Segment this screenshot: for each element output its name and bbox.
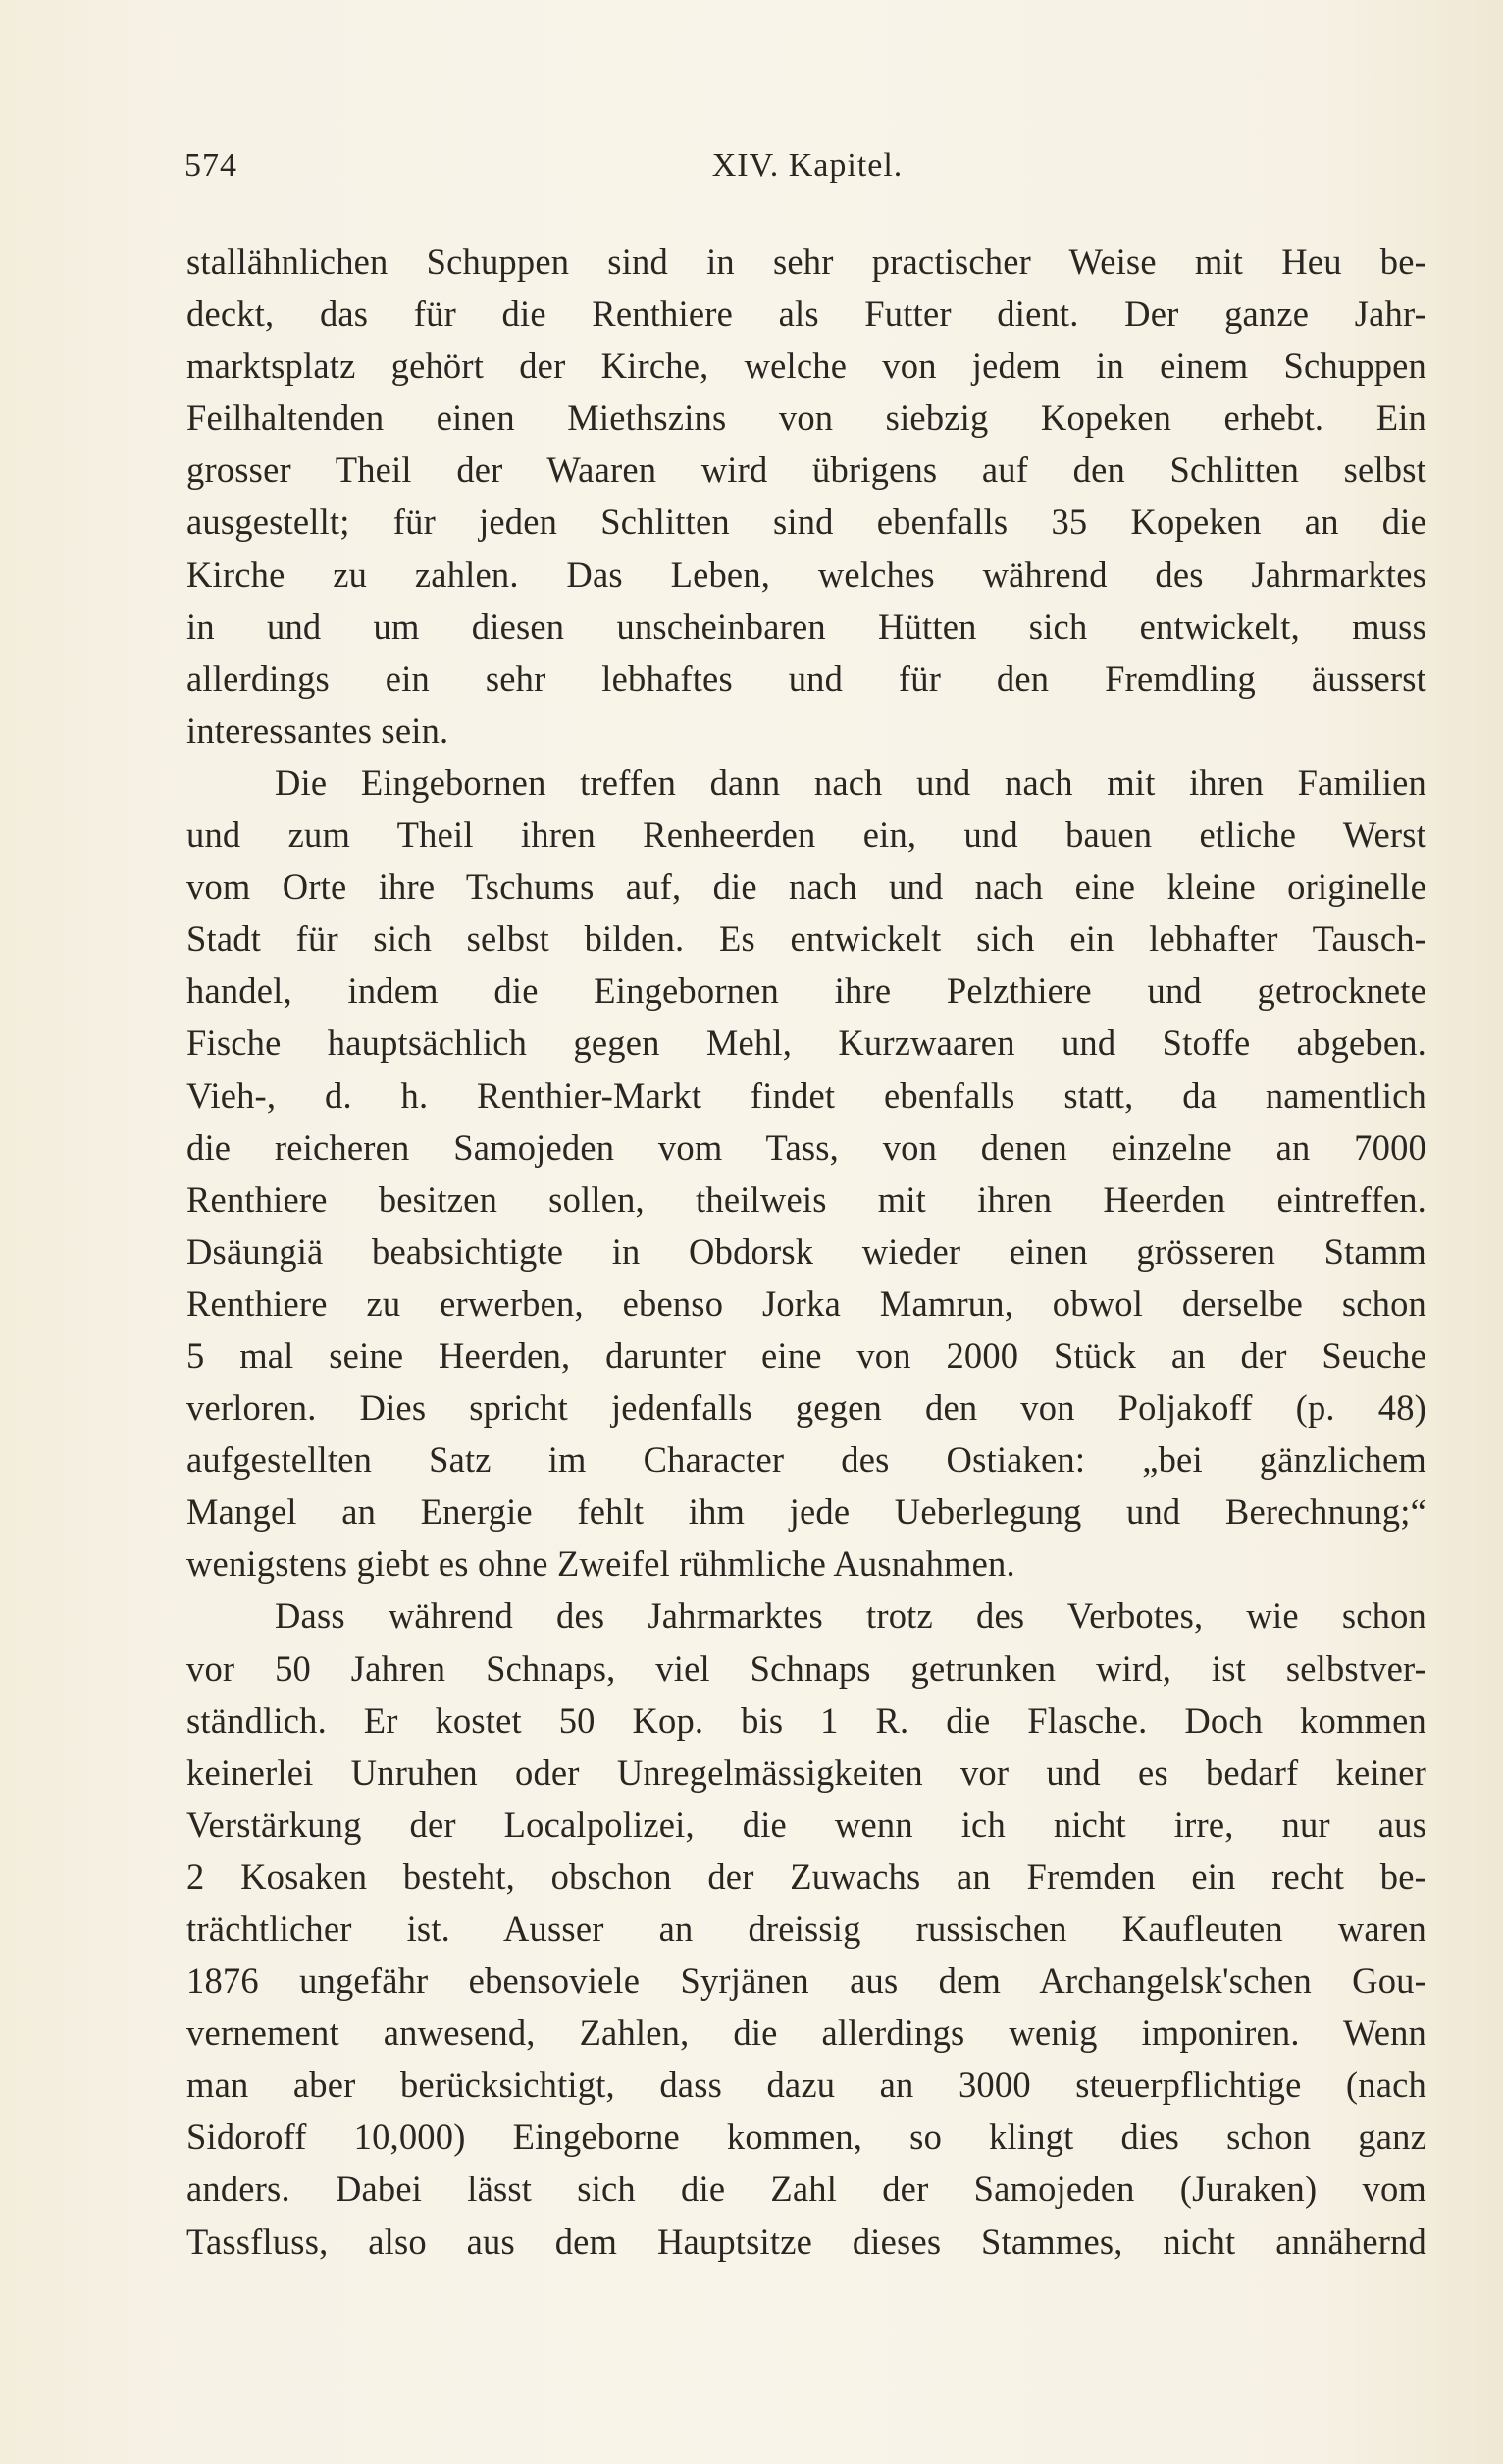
- text-line: Kirche zu zahlen. Das Leben, welches während des Jahrmarktes: [186, 553, 1426, 595]
- text-line: deckt, das für die Renthiere als Futter dient. Der ganze Jahr-: [186, 293, 1426, 335]
- text-line: keinerlei Unruhen oder Unregelmässigkeiten vor und es bedarf keiner: [186, 1752, 1426, 1793]
- text-line: Stadt für sich selbst bilden. Es entwickelt sich ein lebhafter Tausch-: [186, 918, 1426, 960]
- text-line: anders. Dabei lässt sich die Zahl der Samojeden (Juraken) vom: [186, 2169, 1426, 2210]
- text-line: Tassfluss, also aus dem Hauptsitze dieses Stammes, nicht annähernd: [186, 2221, 1426, 2262]
- text-line: ständlich. Er kostet 50 Kop. bis 1 R. die Flasche. Doch kommen: [186, 1700, 1426, 1741]
- text-line: Mangel an Energie fehlt ihm jede Ueberlegung und Berechnung;“: [186, 1492, 1426, 1533]
- page-number: 574: [184, 147, 237, 183]
- text-line: trächtlicher ist. Ausser an dreissig russischen Kaufleuten waren: [186, 1909, 1426, 1949]
- chapter-title: XIV. Kapitel.: [711, 147, 904, 183]
- text-line: ausgestellt; für jeden Schlitten sind ebenfalls 35 Kopeken an die: [186, 501, 1426, 543]
- text-line: stallähnlichen Schuppen sind in sehr practischer Weise mit Heu be-: [186, 241, 1426, 282]
- text-line: Verstärkung der Localpolizei, die wenn ich nicht irre, nur aus: [186, 1804, 1426, 1845]
- text-line: Dsäungiä beabsichtigte in Obdorsk wieder einen grösseren Stamm: [186, 1231, 1426, 1272]
- text-line: wenigstens giebt es ohne Zweifel rühmliche Ausnahmen.: [186, 1544, 1015, 1585]
- text-line: 2 Kosaken besteht, obschon der Zuwachs an Fremden ein recht be-: [186, 1856, 1426, 1897]
- text-line: Die Eingebornen treffen dann nach und nach mit ihren Familien: [275, 761, 1426, 803]
- text-line: vor 50 Jahren Schnaps, viel Schnaps getrunken wird, ist selbstver-: [186, 1648, 1426, 1689]
- running-head: [184, 147, 1430, 196]
- text-line: Fische hauptsächlich gegen Mehl, Kurzwaaren und Stoffe abgeben.: [186, 1022, 1426, 1064]
- text-line: Renthiere zu erwerben, ebenso Jorka Mamrun, obwol derselbe schon: [186, 1283, 1426, 1324]
- text-line: Feilhaltenden einen Miethszins von siebzig Kopeken erhebt. Ein: [186, 397, 1426, 439]
- text-line: in und um diesen unscheinbaren Hütten sich entwickelt, muss: [186, 605, 1426, 647]
- body-text: [186, 236, 1426, 2268]
- text-line: allerdings ein sehr lebhaftes und für den Fremdling äusserst: [186, 657, 1426, 699]
- text-line: und zum Theil ihren Renheerden ein, und bauen etliche Werst: [186, 814, 1426, 856]
- text-line: grosser Theil der Waaren wird übrigens auf den Schlitten selbst: [186, 449, 1426, 491]
- text-line: aufgestellten Satz im Character des Ostiaken: „bei gänzlichem: [186, 1440, 1426, 1481]
- text-line: interessantes sein.: [186, 709, 449, 751]
- text-line: 1876 ungefähr ebensoviele Syrjänen aus dem Archangelsk'schen Gou-: [186, 1961, 1426, 2002]
- text-line: 5 mal seine Heerden, darunter eine von 2000 Stück an der Seuche: [186, 1335, 1426, 1376]
- text-line: verloren. Dies spricht jedenfalls gegen den von Poljakoff (p. 48): [186, 1388, 1426, 1429]
- text-line: vernement anwesend, Zahlen, die allerdings wenig imponiren. Wenn: [186, 2013, 1426, 2054]
- text-line: Vieh-, d. h. Renthier-Markt findet ebenfalls statt, da namentlich: [186, 1075, 1426, 1116]
- text-line: vom Orte ihre Tschums auf, die nach und nach eine kleine originelle: [186, 866, 1426, 908]
- text-line: die reicheren Samojeden vom Tass, von denen einzelne an 7000: [186, 1127, 1426, 1168]
- text-line: Dass während des Jahrmarktes trotz des Verbotes, wie schon: [275, 1596, 1426, 1637]
- text-line: man aber berücksichtigt, dass dazu an 3000 steuerpflichtige (nach: [186, 2065, 1426, 2106]
- text-line: Renthiere besitzen sollen, theilweis mit ihren Heerden eintreffen.: [186, 1179, 1426, 1220]
- text-line: handel, indem die Eingebornen ihre Pelzthiere und getrocknete: [186, 970, 1426, 1012]
- text-line: marktsplatz gehört der Kirche, welche von jedem in einem Schuppen: [186, 345, 1426, 387]
- text-line: Sidoroff 10,000) Eingeborne kommen, so klingt dies schon ganz: [186, 2117, 1426, 2158]
